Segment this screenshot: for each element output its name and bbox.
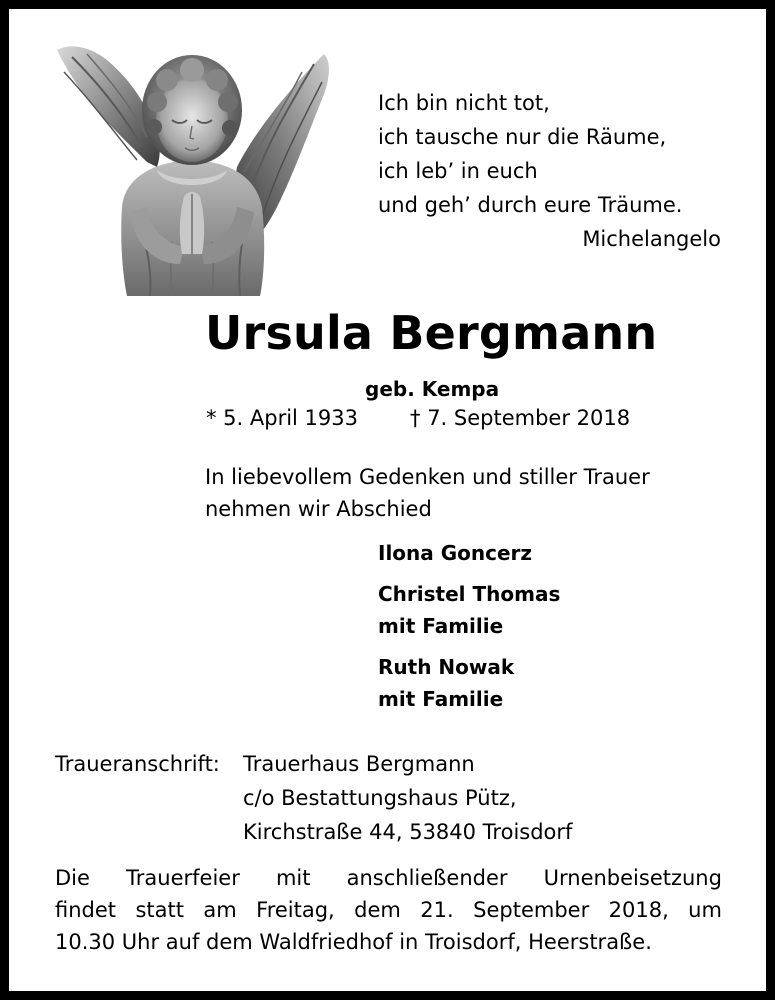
mourner-suffix: mit Familie	[378, 687, 504, 711]
service-word: Freitag,	[256, 898, 335, 922]
life-dates	[206, 406, 630, 430]
service-word: September	[473, 898, 590, 922]
mourner-suffix: mit Familie	[378, 614, 504, 638]
service-word: Trauerfeier	[126, 866, 240, 890]
farewell-text	[205, 461, 722, 525]
poem-quote	[378, 86, 723, 256]
address-line-2: c/o Bestattungshaus Pütz,	[243, 786, 517, 810]
mourner-2	[378, 578, 560, 642]
mourner-name: Ilona Goncerz	[378, 541, 533, 565]
service-line-1	[55, 862, 722, 894]
service-line-3: 10.30 Uhr auf dem Waldfriedhof in Troisdorf, Heerstraße.	[55, 930, 652, 954]
maiden-name: geb. Kempa	[365, 377, 500, 401]
farewell-line-2: nehmen wir Abschied	[205, 497, 432, 521]
farewell-line-1: In liebevollem Gedenken und stiller Trauer	[205, 465, 650, 489]
mourners-list	[378, 537, 560, 724]
service-word: findet	[55, 898, 117, 922]
death-date: † 7. September 2018	[410, 406, 631, 430]
mourning-address	[55, 747, 572, 849]
service-word: dem	[354, 898, 401, 922]
service-word: mit	[275, 866, 311, 890]
birth-date: * 5. April 1933	[206, 406, 359, 430]
address-line-3: Kirchstraße 44, 53840 Troisdorf	[243, 820, 573, 844]
poem-line-3: ich leb’ in euch	[378, 159, 538, 183]
mourner-3	[378, 651, 560, 715]
service-word: 21.	[420, 898, 454, 922]
mourner-name: Ruth Nowak	[378, 655, 515, 679]
service-word: statt	[135, 898, 184, 922]
mourner-name: Christel Thomas	[378, 582, 561, 606]
mourner-1	[378, 537, 560, 569]
address-line-1: Trauerhaus Bergmann	[243, 752, 475, 776]
service-word: Die	[55, 866, 90, 890]
poem-author: Michelangelo	[582, 227, 721, 251]
service-word: Urnenbeisetzung	[543, 866, 722, 890]
poem-line-2: ich tausche nur die Räume,	[378, 125, 667, 149]
funeral-service-info	[55, 862, 722, 958]
poem-line-4: und geh’ durch eure Träume.	[378, 193, 683, 217]
service-line-2	[55, 894, 722, 926]
service-word: 2018,	[608, 898, 669, 922]
poem-line-1: Ich bin nicht tot,	[378, 91, 550, 115]
service-word: am	[203, 898, 237, 922]
service-word: um	[688, 898, 722, 922]
angel-statue-image	[52, 42, 332, 296]
address-label: Traueranschrift:	[55, 752, 220, 776]
service-word: anschließender	[346, 866, 508, 890]
deceased-name: Ursula Bergmann	[205, 306, 658, 360]
